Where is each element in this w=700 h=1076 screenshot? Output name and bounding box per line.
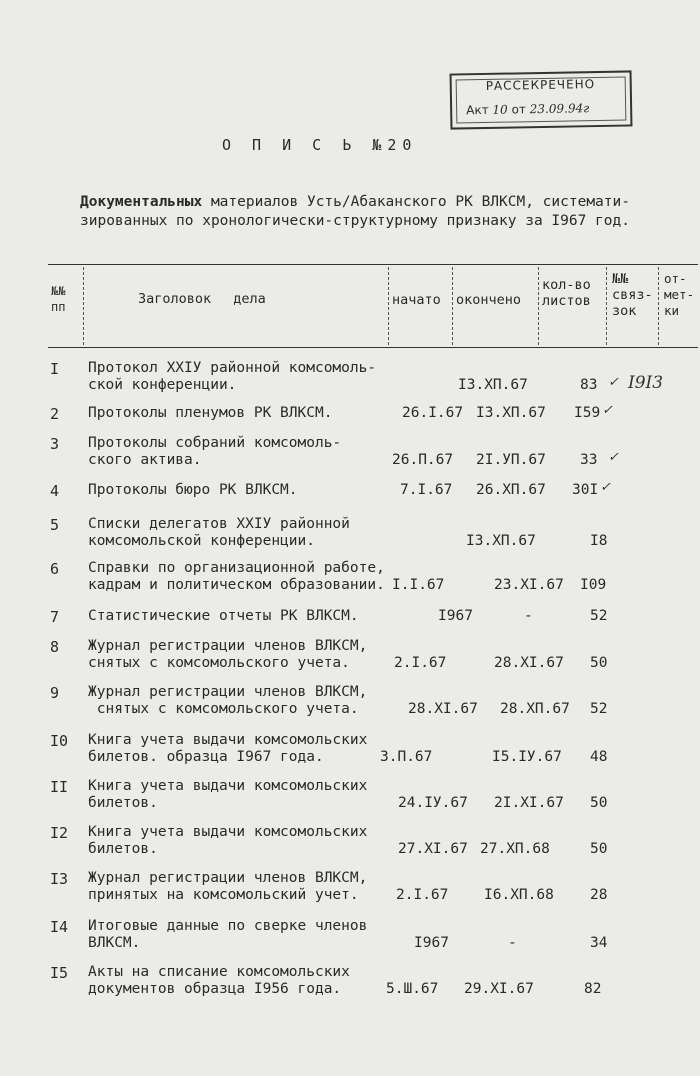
row-sheet-count: 52: [590, 608, 608, 624]
heading-line2: зированных по хронологически-структурному признаку за I967 год.: [80, 213, 630, 229]
row-number: I2: [50, 824, 69, 842]
header-sheets: кол-во листов: [542, 277, 591, 309]
check-mark: ✓: [608, 450, 619, 465]
row-sheet-count: 30I: [572, 482, 599, 498]
heading-bold-word: Документальных: [80, 194, 203, 210]
column-divider: [658, 267, 659, 345]
row-sheet-count: I8: [590, 533, 608, 549]
header-number: №№ пп: [51, 284, 66, 314]
row-title: Справки по организационной работе, кадрам и политическом образовании.: [88, 560, 385, 593]
row-title: Протоколы бюро РК ВЛКСМ.: [88, 482, 298, 498]
header-title: Заголовок дела: [138, 291, 266, 307]
header-start: начато: [392, 292, 441, 308]
row-number: 2: [50, 405, 60, 423]
document-heading: [80, 193, 630, 231]
row-sheet-count: 28: [590, 887, 608, 903]
row-sheet-count: 48: [590, 749, 608, 765]
row-end-date: -: [508, 935, 517, 951]
row-end-date: 2I.УП.67: [476, 452, 546, 468]
stamp-act-number: 10: [492, 102, 508, 117]
row-end-date: 29.XI.67: [464, 981, 534, 997]
row-number: 9: [50, 684, 60, 702]
row-number: 7: [50, 608, 60, 626]
stamp-act-prefix: Акт: [466, 102, 489, 118]
row-number: 4: [50, 482, 60, 500]
row-title: Акты на списание комсомольских документов образца I956 года.: [88, 964, 350, 997]
row-title: Журнал регистрации членов ВЛКСМ, снятых с комсомольского учета.: [88, 684, 368, 717]
check-mark: ✓: [608, 375, 619, 390]
row-sheet-count: 50: [590, 655, 608, 671]
row-sheet-count: I59: [574, 405, 601, 421]
row-title: Протоколы пленумов РК ВЛКСМ.: [88, 405, 333, 421]
heading-line1: материалов Усть/Абаканского РК ВЛКСМ, системати-: [202, 194, 630, 210]
row-start-date: I967: [414, 935, 449, 951]
row-sheet-count: 33: [580, 452, 598, 468]
row-title: Книга учета выдачи комсомольских билетов.: [88, 778, 368, 811]
row-sheet-count: 50: [590, 795, 608, 811]
row-end-date: I6.XП.68: [484, 887, 554, 903]
check-mark: ✓: [602, 403, 613, 418]
row-title: Итоговые данные по сверке членов ВЛКСМ.: [88, 918, 368, 951]
row-number: 5: [50, 516, 60, 534]
row-end-date: I5.IУ.67: [492, 749, 562, 765]
stamp-act-line: [466, 101, 589, 117]
row-sheet-count: 52: [590, 701, 608, 717]
row-start-date: 3.П.67: [380, 749, 433, 765]
row-number: I3: [50, 870, 69, 888]
row-sheet-count: 50: [590, 841, 608, 857]
row-title: Журнал регистрации членов ВЛКСМ, принятых на комсомольский учет.: [88, 870, 368, 903]
row-note: I9I3: [628, 373, 664, 393]
declassified-stamp: [450, 70, 633, 129]
row-title: Журнал регистрации членов ВЛКСМ, снятых с комсомольского учета.: [88, 638, 368, 671]
row-title: Протокол XXIУ районной комсомоль- ской конференции.: [88, 360, 377, 393]
header-end: окончено: [456, 292, 522, 308]
row-number: 3: [50, 435, 60, 453]
row-number: II: [50, 778, 69, 796]
row-end-date: I3.XП.67: [458, 377, 528, 393]
row-end-date: -: [524, 608, 533, 624]
row-title: Статистические отчеты РК ВЛКСМ.: [88, 608, 359, 624]
row-end-date: 28.XП.67: [500, 701, 570, 717]
row-end-date: 23.XI.67: [494, 577, 564, 593]
row-end-date: 26.XП.67: [476, 482, 546, 498]
row-number: I: [50, 360, 60, 378]
row-end-date: I3.XП.67: [476, 405, 546, 421]
row-start-date: 26.П.67: [392, 452, 454, 468]
row-title: Книга учета выдачи комсомольских билетов. образца I967 года.: [88, 732, 368, 765]
row-title: Списки делегатов XXIУ районной комсомольской конференции.: [88, 516, 350, 549]
stamp-date-prefix: от: [511, 102, 527, 117]
row-sheet-count: 82: [584, 981, 602, 997]
row-start-date: 28.XI.67: [408, 701, 478, 717]
row-end-date: 27.XП.68: [480, 841, 550, 857]
row-sheet-count: 34: [590, 935, 608, 951]
row-number: I4: [50, 918, 69, 936]
document-title: О П И С Ь №20: [222, 136, 418, 154]
row-start-date: 2.I.67: [394, 655, 447, 671]
row-number: 8: [50, 638, 60, 656]
stamp-title: РАССЕКРЕЧЕНО: [485, 77, 596, 93]
row-number: I0: [50, 732, 69, 750]
row-start-date: 7.I.67: [400, 482, 453, 498]
row-start-date: 26.I.67: [402, 405, 464, 421]
header-bundle: №№ связ- зок: [612, 271, 653, 319]
column-divider: [388, 267, 389, 345]
column-divider: [83, 267, 84, 345]
row-sheet-count: I09: [580, 577, 607, 593]
row-start-date: 2.I.67: [396, 887, 449, 903]
row-end-date: 28.XI.67: [494, 655, 564, 671]
column-divider: [452, 267, 453, 345]
row-title: Книга учета выдачи комсомольских билетов.: [88, 824, 368, 857]
row-start-date: 24.IУ.67: [398, 795, 468, 811]
row-start-date: I967: [438, 608, 473, 624]
row-start-date: 5.Ш.67: [386, 981, 439, 997]
header-notes: от- мет- ки: [664, 271, 695, 318]
table-header: [48, 264, 698, 348]
check-mark: ✓: [600, 480, 611, 495]
row-number: 6: [50, 560, 60, 578]
row-end-date: 2I.XI.67: [494, 795, 564, 811]
stamp-date: 23.09.94г: [529, 101, 590, 117]
row-sheet-count: 83: [580, 377, 598, 393]
row-end-date: I3.XП.67: [466, 533, 536, 549]
row-start-date: I.I.67: [392, 577, 445, 593]
row-number: I5: [50, 964, 69, 982]
column-divider: [538, 267, 539, 345]
row-title: Протоколы собраний комсомоль- ского актива.: [88, 435, 342, 468]
row-start-date: 27.XI.67: [398, 841, 468, 857]
